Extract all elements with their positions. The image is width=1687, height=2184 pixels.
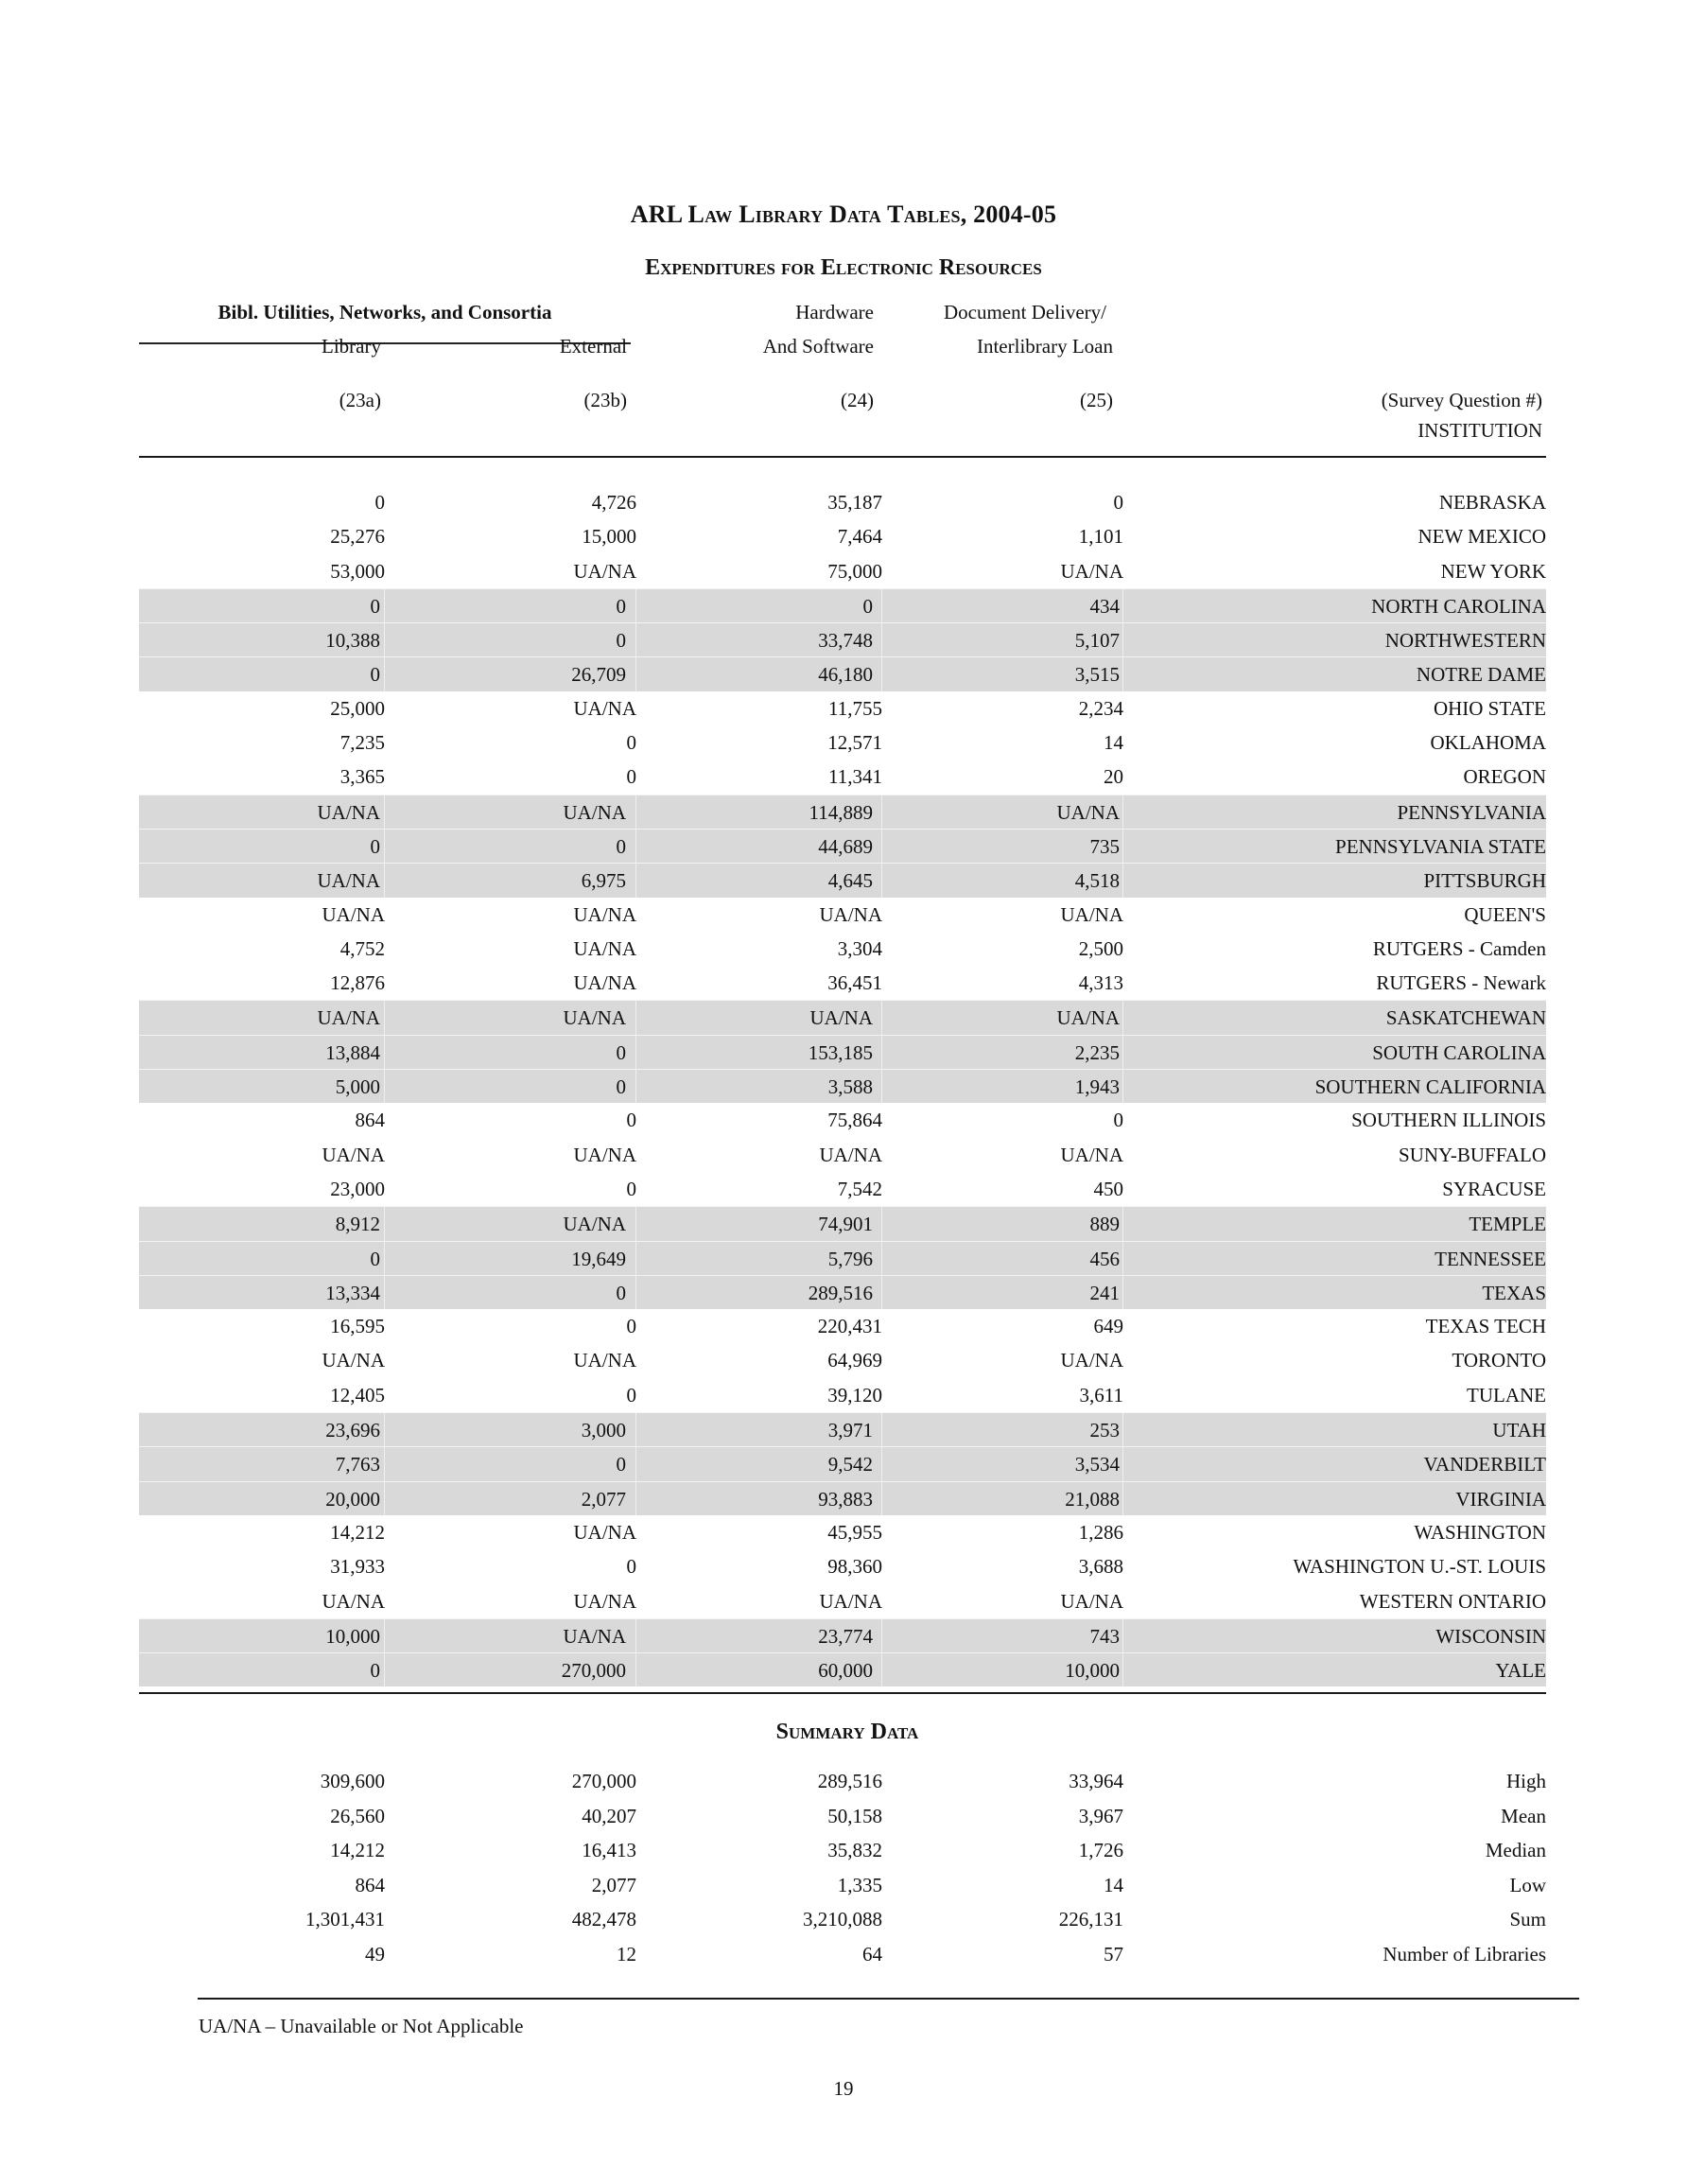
summary-row: [139, 1765, 1546, 1800]
cell-institution: PITTSBURGH: [1423, 869, 1546, 893]
column-header-external: External: [559, 335, 627, 358]
column-header-institution: INSTITUTION: [1417, 419, 1542, 442]
cell-hardware: UA/NA: [636, 1001, 882, 1034]
cell-library: 12,876: [330, 971, 385, 995]
table-bottom-rule: [139, 1692, 1546, 1694]
cell-external: 0: [385, 1447, 636, 1480]
summary-external: 2,077: [591, 1873, 636, 1896]
cell-hardware: 289,516: [636, 1276, 882, 1309]
cell-external: UA/NA: [385, 1619, 636, 1652]
survey-question-23b: (23b): [583, 389, 627, 411]
cell-docdel: 450: [1093, 1177, 1123, 1200]
cell-hardware: 3,971: [636, 1413, 882, 1446]
cell-library: UA/NA: [145, 1001, 385, 1034]
table-row: [139, 691, 1546, 725]
cell-hardware: UA/NA: [819, 1143, 882, 1166]
footnote: UA/NA – Unavailable or Not Applicable: [199, 2015, 524, 2037]
cell-institution: SUNY-BUFFALO: [1399, 1143, 1546, 1166]
table-row: [139, 898, 1546, 932]
summary-docdel: 1,726: [1078, 1839, 1123, 1862]
summary-label: Sum: [1509, 1908, 1546, 1931]
cell-institution: UTAH: [1492, 1419, 1546, 1442]
cell-hardware: UA/NA: [819, 902, 882, 926]
page-number: 19: [833, 2077, 854, 2100]
cell-hardware: 36,451: [827, 971, 882, 995]
cell-external: UA/NA: [573, 971, 636, 995]
summary-row: [139, 1869, 1546, 1904]
table-row: [139, 1069, 1546, 1103]
table-row: [139, 485, 1546, 519]
table-row: [139, 1412, 1546, 1446]
cell-external: UA/NA: [573, 1349, 636, 1372]
cell-institution: VIRGINIA: [1455, 1487, 1546, 1511]
cell-institution: NORTH CAROLINA: [1371, 594, 1546, 618]
summary-label: Mean: [1501, 1804, 1546, 1827]
cell-docdel: 1,286: [1078, 1520, 1123, 1544]
table-row: [139, 1000, 1546, 1034]
cell-docdel: 21,088: [882, 1482, 1123, 1515]
cell-institution: WASHINGTON: [1414, 1520, 1546, 1544]
summary-row: [139, 1903, 1546, 1938]
cell-hardware: 33,748: [636, 623, 882, 656]
cell-library: 0: [145, 1242, 385, 1275]
cell-docdel: 3,534: [882, 1447, 1123, 1480]
column-header-hardware-line2: And Software: [762, 335, 874, 358]
table-row: [139, 1652, 1546, 1686]
cell-institution: NEW YORK: [1440, 559, 1546, 583]
cell-hardware: 11,341: [828, 765, 882, 789]
table-row: [139, 1584, 1546, 1618]
cell-library: 864: [355, 1109, 385, 1132]
table-row: [139, 588, 1546, 622]
table-row: [139, 863, 1546, 897]
cell-library: 0: [374, 491, 385, 514]
summary-library: 864: [355, 1873, 385, 1896]
cell-institution: QUEEN'S: [1464, 902, 1546, 926]
cell-library: 23,000: [330, 1177, 385, 1200]
cell-institution: WESTERN ONTARIO: [1359, 1589, 1546, 1613]
survey-question-25: (25): [1080, 389, 1113, 411]
cell-docdel: 3,515: [882, 657, 1123, 690]
cell-library: 0: [145, 589, 385, 622]
table-row: [139, 760, 1546, 794]
cell-library: 25,276: [330, 525, 385, 549]
cell-external: UA/NA: [573, 1520, 636, 1544]
cell-institution: YALE: [1495, 1659, 1546, 1683]
summary-row: [139, 1834, 1546, 1869]
cell-docdel: 889: [882, 1207, 1123, 1240]
cell-external: 0: [626, 1555, 636, 1579]
cell-institution: TORONTO: [1452, 1349, 1546, 1372]
cell-docdel: 14: [1104, 731, 1123, 755]
column-header-hardware-line1: Hardware: [795, 301, 874, 323]
table-row: [139, 966, 1546, 1000]
summary-library: 1,301,431: [305, 1908, 385, 1931]
cell-external: 0: [385, 1070, 636, 1103]
summary-heading: Summary Data: [775, 1720, 919, 1744]
cell-institution: PENNSYLVANIA STATE: [1335, 834, 1546, 858]
column-header-docdel-line1: Document Delivery/: [943, 301, 1106, 323]
cell-external: 0: [385, 830, 636, 863]
cell-external: 0: [385, 623, 636, 656]
cell-library: 7,763: [145, 1447, 385, 1480]
summary-docdel: 57: [1104, 1942, 1123, 1966]
table-row: [139, 1515, 1546, 1549]
cell-hardware: 35,187: [827, 491, 882, 514]
cell-institution: NEBRASKA: [1438, 491, 1546, 514]
cell-library: 31,933: [330, 1555, 385, 1579]
cell-external: 270,000: [385, 1653, 636, 1686]
cell-institution: WASHINGTON U.-ST. LOUIS: [1293, 1555, 1546, 1579]
cell-hardware: 12,571: [827, 731, 882, 755]
cell-docdel: 456: [882, 1242, 1123, 1275]
cell-library: 5,000: [145, 1070, 385, 1103]
data-table: [139, 485, 1546, 1686]
footer-rule: [198, 1998, 1579, 2000]
cell-external: 6,975: [385, 864, 636, 897]
summary-hardware: 3,210,088: [803, 1908, 882, 1931]
cell-hardware: 45,955: [827, 1520, 882, 1544]
summary-label: High: [1506, 1770, 1546, 1792]
cell-institution: TEMPLE: [1469, 1213, 1546, 1236]
cell-library: 53,000: [330, 559, 385, 583]
cell-institution: PENNSYLVANIA: [1397, 800, 1546, 824]
cell-institution: OHIO STATE: [1433, 696, 1546, 720]
cell-external: UA/NA: [573, 559, 636, 583]
cell-docdel: 1,943: [882, 1070, 1123, 1103]
cell-library: 0: [145, 830, 385, 863]
cell-library: 10,388: [145, 623, 385, 656]
cell-institution: TENNESSEE: [1435, 1247, 1546, 1270]
cell-external: 0: [626, 1177, 636, 1200]
summary-hardware: 64: [862, 1942, 882, 1966]
cell-hardware: 3,304: [837, 936, 882, 960]
summary-label: Low: [1509, 1873, 1546, 1896]
cell-hardware: 23,774: [636, 1619, 882, 1652]
cell-external: 0: [385, 589, 636, 622]
cell-institution: TEXAS TECH: [1425, 1315, 1546, 1338]
cell-docdel: 743: [882, 1619, 1123, 1652]
cell-external: 0: [385, 1036, 636, 1069]
cell-institution: SOUTH CAROLINA: [1372, 1040, 1546, 1064]
cell-institution: OKLAHOMA: [1430, 731, 1546, 755]
cell-hardware: 153,185: [636, 1036, 882, 1069]
summary-docdel: 14: [1104, 1873, 1123, 1896]
cell-hardware: 75,864: [827, 1109, 882, 1132]
cell-library: UA/NA: [322, 1349, 385, 1372]
cell-institution: TEXAS: [1482, 1281, 1546, 1304]
cell-docdel: UA/NA: [882, 1001, 1123, 1034]
cell-library: 13,884: [145, 1036, 385, 1069]
cell-library: 7,235: [339, 731, 385, 755]
cell-library: UA/NA: [322, 1589, 385, 1613]
cell-hardware: 44,689: [636, 830, 882, 863]
cell-library: UA/NA: [322, 1143, 385, 1166]
summary-library: 26,560: [330, 1804, 385, 1827]
summary-external: 12: [617, 1942, 636, 1966]
table-row: [139, 1103, 1546, 1137]
cell-external: 0: [626, 1109, 636, 1132]
cell-docdel: 0: [1113, 491, 1123, 514]
cell-docdel: 5,107: [882, 623, 1123, 656]
cell-hardware: 9,542: [636, 1447, 882, 1480]
cell-docdel: 434: [882, 589, 1123, 622]
cell-docdel: UA/NA: [1060, 902, 1123, 926]
cell-library: 12,405: [330, 1383, 385, 1406]
cell-institution: VANDERBILT: [1423, 1453, 1546, 1476]
cell-hardware: 4,645: [636, 864, 882, 897]
cell-external: UA/NA: [573, 902, 636, 926]
cell-external: 0: [626, 731, 636, 755]
cell-library: 0: [145, 1653, 385, 1686]
cell-library: UA/NA: [145, 795, 385, 829]
table-row: [139, 1275, 1546, 1309]
cell-external: UA/NA: [573, 936, 636, 960]
summary-docdel: 226,131: [1058, 1908, 1123, 1931]
cell-external: 19,649: [385, 1242, 636, 1275]
table-row: [139, 932, 1546, 966]
table-row: [139, 656, 1546, 690]
table-row: [139, 1241, 1546, 1275]
survey-question-23a: (23a): [339, 389, 381, 411]
cell-docdel: UA/NA: [1060, 1143, 1123, 1166]
table-row: [139, 1481, 1546, 1515]
table-row: [139, 622, 1546, 656]
cell-hardware: 220,431: [817, 1315, 882, 1338]
column-header-docdel-line2: Interlibrary Loan: [976, 335, 1113, 358]
summary-label: Median: [1485, 1839, 1546, 1862]
cell-external: UA/NA: [573, 1143, 636, 1166]
cell-docdel: 241: [882, 1276, 1123, 1309]
cell-library: UA/NA: [322, 902, 385, 926]
survey-question-label: (Survey Question #): [1381, 389, 1542, 411]
table-row: [139, 1138, 1546, 1172]
cell-external: UA/NA: [385, 795, 636, 829]
cell-institution: SOUTHERN ILLINOIS: [1351, 1109, 1546, 1132]
cell-institution: SASKATCHEWAN: [1385, 1006, 1546, 1030]
summary-library: 309,600: [320, 1770, 385, 1792]
cell-hardware: 64,969: [827, 1349, 882, 1372]
cell-external: UA/NA: [573, 696, 636, 720]
cell-hardware: 0: [636, 589, 882, 622]
cell-institution: SYRACUSE: [1442, 1177, 1546, 1200]
table-row: [139, 1035, 1546, 1069]
table-row: [139, 1172, 1546, 1206]
table-row: [139, 519, 1546, 553]
cell-external: 26,709: [385, 657, 636, 690]
table-row: [139, 1206, 1546, 1240]
summary-docdel: 3,967: [1078, 1804, 1123, 1827]
cell-docdel: 10,000: [882, 1653, 1123, 1686]
cell-external: 0: [626, 765, 636, 789]
column-group-label: Bibl. Utilities, Networks, and Consortia: [217, 301, 552, 323]
cell-docdel: 0: [1113, 1109, 1123, 1132]
cell-hardware: 46,180: [636, 657, 882, 690]
table-row: [139, 1549, 1546, 1583]
cell-institution: NOTRE DAME: [1416, 663, 1546, 687]
cell-external: UA/NA: [385, 1207, 636, 1240]
cell-library: 10,000: [145, 1619, 385, 1652]
table-row: [139, 1618, 1546, 1652]
cell-docdel: 253: [882, 1413, 1123, 1446]
summary-external: 270,000: [571, 1770, 636, 1792]
cell-external: 2,077: [385, 1482, 636, 1515]
cell-docdel: 3,688: [1078, 1555, 1123, 1579]
page-subtitle: Expenditures for Electronic Resources: [645, 255, 1042, 280]
cell-docdel: 1,101: [1078, 525, 1123, 549]
cell-institution: RUTGERS - Camden: [1372, 936, 1546, 960]
page-title: ARL Law Library Data Tables, 2004-05: [630, 201, 1057, 228]
cell-hardware: 39,120: [827, 1383, 882, 1406]
summary-hardware: 50,158: [827, 1804, 882, 1827]
cell-docdel: 649: [1093, 1315, 1123, 1338]
summary-library: 49: [365, 1942, 385, 1966]
cell-docdel: UA/NA: [1060, 559, 1123, 583]
cell-library: UA/NA: [145, 864, 385, 897]
cell-docdel: UA/NA: [1060, 1589, 1123, 1613]
cell-external: UA/NA: [385, 1001, 636, 1034]
cell-external: UA/NA: [573, 1589, 636, 1613]
table-row: [139, 725, 1546, 760]
cell-institution: OREGON: [1463, 765, 1546, 789]
cell-docdel: 3,611: [1079, 1383, 1123, 1406]
summary-external: 16,413: [582, 1839, 636, 1862]
cell-hardware: 75,000: [827, 559, 882, 583]
cell-institution: SOUTHERN CALIFORNIA: [1314, 1075, 1546, 1099]
cell-hardware: 11,755: [828, 696, 882, 720]
cell-external: 15,000: [582, 525, 636, 549]
cell-docdel: UA/NA: [882, 795, 1123, 829]
summary-row: [139, 1800, 1546, 1835]
cell-external: 0: [626, 1383, 636, 1406]
table-row: [139, 554, 1546, 588]
cell-library: 20,000: [145, 1482, 385, 1515]
cell-library: 3,365: [339, 765, 385, 789]
cell-library: 14,212: [330, 1520, 385, 1544]
table-row: [139, 1343, 1546, 1377]
summary-table: [139, 1765, 1546, 1973]
cell-hardware: 7,464: [837, 525, 882, 549]
cell-docdel: 4,313: [1078, 971, 1123, 995]
cell-docdel: 735: [882, 830, 1123, 863]
cell-institution: TULANE: [1467, 1383, 1546, 1406]
cell-institution: RUTGERS - Newark: [1376, 971, 1546, 995]
cell-library: 13,334: [145, 1276, 385, 1309]
cell-hardware: 93,883: [636, 1482, 882, 1515]
cell-docdel: 20: [1104, 765, 1123, 789]
cell-docdel: 2,500: [1078, 936, 1123, 960]
cell-library: 16,595: [330, 1315, 385, 1338]
cell-external: 0: [385, 1276, 636, 1309]
table-row: [139, 1309, 1546, 1343]
summary-library: 14,212: [330, 1839, 385, 1862]
column-header-library: Library: [322, 335, 381, 358]
summary-label: Number of Libraries: [1383, 1942, 1546, 1966]
cell-hardware: UA/NA: [819, 1589, 882, 1613]
cell-institution: NORTHWESTERN: [1384, 629, 1546, 653]
cell-institution: NEW MEXICO: [1417, 525, 1546, 549]
summary-external: 482,478: [571, 1908, 636, 1931]
summary-docdel: 33,964: [1069, 1770, 1123, 1792]
cell-hardware: 3,588: [636, 1070, 882, 1103]
cell-hardware: 98,360: [827, 1555, 882, 1579]
cell-external: 3,000: [385, 1413, 636, 1446]
table-row: [139, 1378, 1546, 1412]
cell-docdel: 4,518: [882, 864, 1123, 897]
summary-hardware: 289,516: [817, 1770, 882, 1792]
table-row: [139, 1446, 1546, 1480]
summary-hardware: 1,335: [837, 1873, 882, 1896]
cell-hardware: 7,542: [837, 1177, 882, 1200]
cell-hardware: 74,901: [636, 1207, 882, 1240]
cell-docdel: UA/NA: [1060, 1349, 1123, 1372]
cell-docdel: 2,234: [1078, 696, 1123, 720]
cell-library: 4,752: [339, 936, 385, 960]
cell-hardware: 5,796: [636, 1242, 882, 1275]
cell-library: 8,912: [145, 1207, 385, 1240]
table-row: [139, 795, 1546, 829]
cell-hardware: 114,889: [636, 795, 882, 829]
header-rule: [139, 456, 1546, 458]
cell-library: 23,696: [145, 1413, 385, 1446]
summary-hardware: 35,832: [827, 1839, 882, 1862]
cell-library: 25,000: [330, 696, 385, 720]
summary-row: [139, 1938, 1546, 1973]
cell-external: 4,726: [591, 491, 636, 514]
table-row: [139, 829, 1546, 863]
cell-hardware: 60,000: [636, 1653, 882, 1686]
cell-institution: WISCONSIN: [1435, 1624, 1546, 1648]
summary-external: 40,207: [582, 1804, 636, 1827]
cell-library: 0: [145, 657, 385, 690]
survey-question-24: (24): [841, 389, 874, 411]
cell-external: 0: [626, 1315, 636, 1338]
cell-docdel: 2,235: [882, 1036, 1123, 1069]
